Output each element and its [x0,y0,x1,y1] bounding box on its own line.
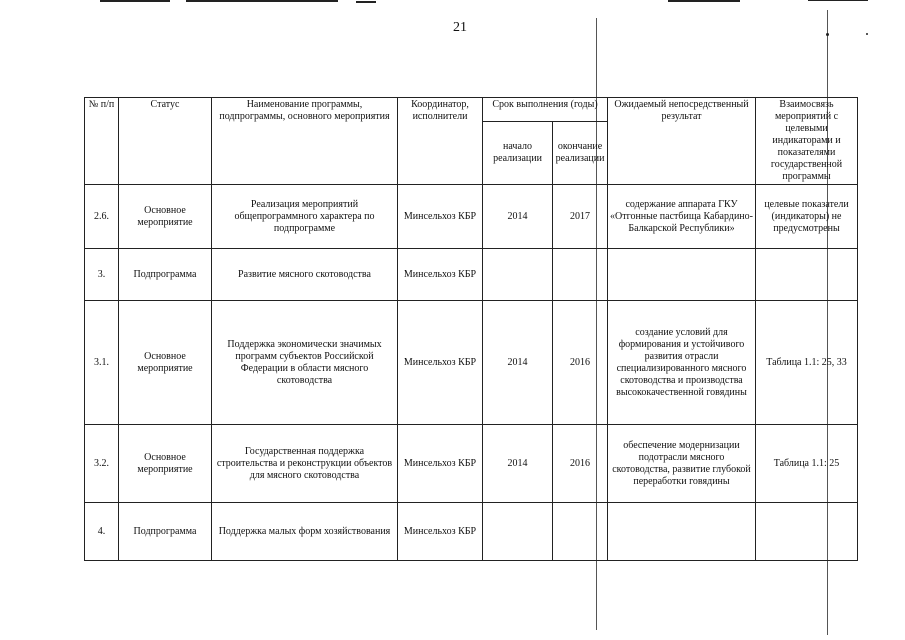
scan-artifact-top-middle [186,0,338,2]
cell-start: 2014 [483,301,553,425]
cell-link: Таблица 1.1: 25, 33 [756,301,858,425]
cell-coordinator: Минсельхоз КБР [398,425,483,503]
cell-num: 4. [85,503,119,561]
scan-artifact-top-dash [356,1,376,3]
scan-artifact-top-far-right [808,0,868,1]
cell-coordinator: Минсельхоз КБР [398,185,483,249]
header-status: Статус [119,98,212,185]
cell-coordinator: Минсельхоз КБР [398,249,483,301]
cell-name: Развитие мясного скотоводства [212,249,398,301]
cell-link [756,503,858,561]
cell-name: Поддержка малых форм хозяйствования [212,503,398,561]
header-name: Наименование программы, подпрограммы, основного мероприятия [212,98,398,185]
cell-start: 2014 [483,185,553,249]
cell-status: Основное мероприятие [119,185,212,249]
header-period: Срок выполнения (годы) [483,98,608,122]
scan-artifact-dot-far [866,33,868,35]
header-coordinator: Координатор, исполнители [398,98,483,185]
cell-name: Реализация мероприятий общепрограммного характера по подпрограмме [212,185,398,249]
table-row-3-2 [85,425,858,503]
cell-result: содержание аппарата ГКУ «Отгонные пастбища Кабардино-Балкарской Республики» [608,185,756,249]
cell-end [553,249,608,301]
cell-result: создание условий для формирования и устойчивого развития отрасли специализированного мясного скотоводства и производства высококачественной говядины [608,301,756,425]
cell-coordinator: Минсельхоз КБР [398,301,483,425]
cell-end: 2016 [553,301,608,425]
cell-start: 2014 [483,425,553,503]
table-row-3 [85,249,858,301]
cell-num: 3.1. [85,301,119,425]
header-row [85,98,858,122]
table-row-3-1 [85,301,858,425]
cell-start [483,249,553,301]
cell-link: целевые показатели (индикаторы) не предусмотрены [756,185,858,249]
cell-result [608,503,756,561]
cell-link: Таблица 1.1: 25 [756,425,858,503]
cell-end: 2017 [553,185,608,249]
cell-status: Подпрограмма [119,503,212,561]
page-number: 21 [453,20,467,35]
cell-num: 2.6. [85,185,119,249]
cell-end: 2016 [553,425,608,503]
cell-num: 3. [85,249,119,301]
cell-status: Подпрограмма [119,249,212,301]
cell-status: Основное мероприятие [119,425,212,503]
cell-result [608,249,756,301]
cell-end [553,503,608,561]
header-start: начало реализации [483,122,553,185]
cell-result: обеспечение модернизации подотрасли мясного скотоводства, развитие глубокой переработки говядины [608,425,756,503]
cell-num: 3.2. [85,425,119,503]
table-row-4 [85,503,858,561]
header-end: окончание реализации [553,122,608,185]
header-result: Ожидаемый непосредственный результат [608,98,756,185]
header-num: № п/п [85,98,119,185]
scan-artifact-top-right [668,0,740,2]
cell-name: Поддержка экономически значимых программ субъектов Российской Федерации в области мясного скотоводства [212,301,398,425]
scan-artifact-top-left [100,0,170,2]
cell-status: Основное мероприятие [119,301,212,425]
header-link: Взаимосвязь мероприятий с целевыми индикаторами и показателями государственной программы [756,98,858,185]
cell-start [483,503,553,561]
table-row-2-6 [85,185,858,249]
program-table [84,97,858,561]
cell-name: Государственная поддержка строительства и реконструкции объектов для мясного скотоводства [212,425,398,503]
cell-coordinator: Минсельхоз КБР [398,503,483,561]
cell-link [756,249,858,301]
scan-artifact-dot [826,33,829,36]
